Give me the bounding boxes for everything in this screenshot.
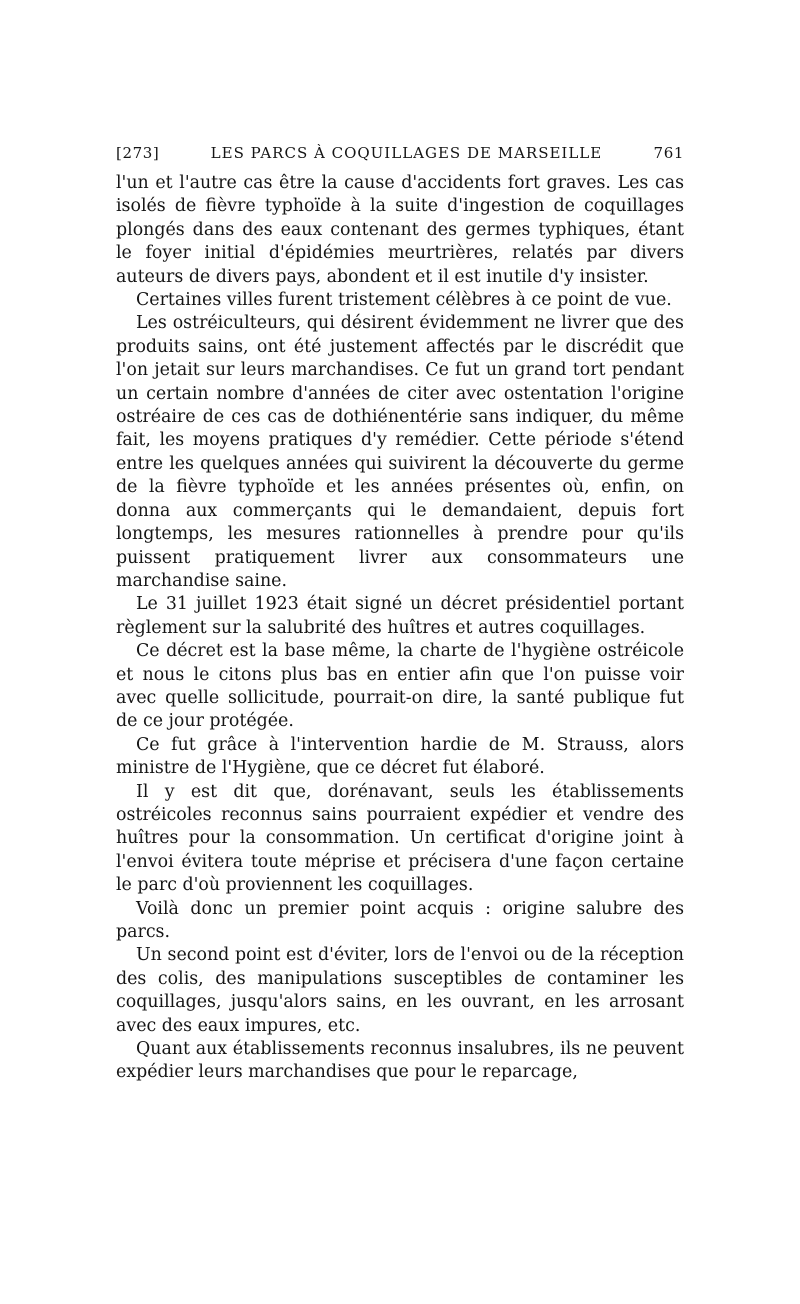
- paragraph: Les ostréiculteurs, qui désirent évidemment ne livrer que des produits sains, ont été justement affectés par le discrédit que l'on jetait sur leurs marchandises. Ce fut un grand tort pendant un certain nombre d'années de citer avec ostentation l'origine ostréaire de ces cas de dothiénentérie sans indiquer, du même fait, les moyens pratiques d'y remédier. Cette période s'étend entre les quelques années qui suivirent la découverte du germe de la fièvre typhoïde et les années présentes où, enfin, on donna aux commerçants qui le demandaient, depuis fort longtemps, les mesures rationnelles à prendre pour qu'ils puissent pratiquement livrer aux consommateurs une marchandise saine.: [116, 313, 684, 591]
- paragraph: Un second point est d'éviter, lors de l'envoi ou de la réception des colis, des manipulations susceptibles de contaminer les coquillages, jusqu'alors sains, en les ouvrant, en les arrosant avec des eaux impures, etc.: [116, 945, 684, 1036]
- paragraph: Quant aux établissements reconnus insalubres, ils ne peuvent expédier leurs marchandises que pour le reparcage,: [116, 1039, 684, 1083]
- page-reference: [273]: [116, 144, 160, 162]
- paragraph: l'un et l'autre cas être la cause d'accidents fort graves. Les cas isolés de fièvre typhoïde à la suite d'ingestion de coquillages plongés dans des eaux contenant des germes typhiques, étant le foyer initial d'épidémies meurtrières, relatés par divers auteurs de divers pays, abondent et il est inutile d'y insister.: [116, 173, 684, 287]
- running-title: LES PARCS À COQUILLAGES DE MARSEILLE: [210, 144, 603, 162]
- paragraph: Le 31 juillet 1923 était signé un décret présidentiel portant règlement sur la salubrité des huîtres et autres coquillages.: [116, 594, 684, 638]
- paragraph: Certaines villes furent tristement célèbres à ce point de vue.: [136, 290, 672, 311]
- paragraph: Ce décret est la base même, la charte de l'hygiène ostréicole et nous le citons plus bas en entier afin que l'on puisse voir avec quelle sollicitude, pourrait-on dire, la santé publique fut de ce jour protégée.: [116, 641, 684, 732]
- document-page: [116, 144, 684, 1085]
- paragraph: Il y est dit que, dorénavant, seuls les établissements ostréicoles reconnus sains pourraient expédier et vendre des huîtres pour la consommation. Un certificat d'origine joint à l'envoi évitera toute méprise et précisera d'une façon certaine le parc d'où proviennent les coquillages.: [116, 781, 684, 896]
- running-header: [116, 144, 684, 162]
- paragraph: Ce fut grâce à l'intervention hardie de M. Strauss, alors ministre de l'Hygiène, que ce décret fut élaboré.: [116, 734, 684, 779]
- page-number: 761: [653, 144, 684, 162]
- body-text: [116, 172, 684, 1085]
- paragraph: Voilà donc un premier point acquis : origine salubre des parcs.: [116, 898, 684, 942]
